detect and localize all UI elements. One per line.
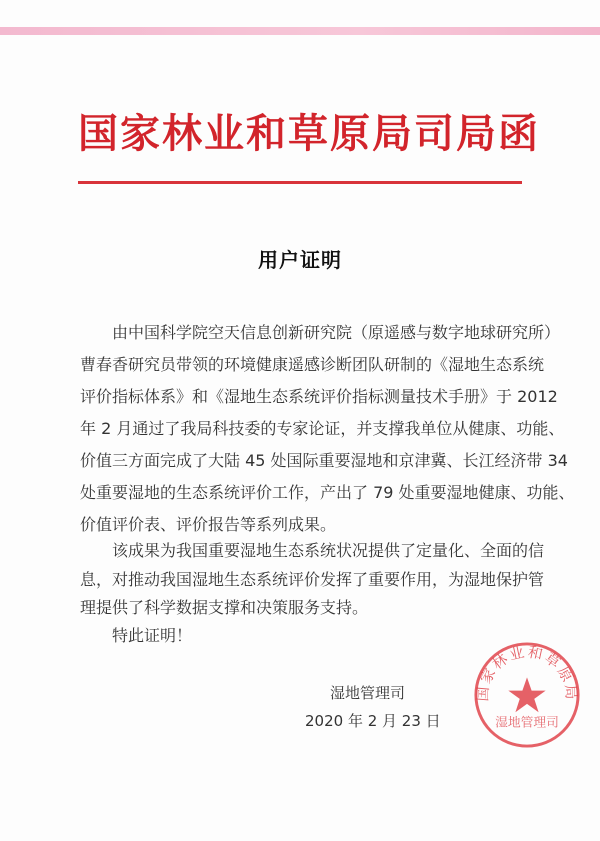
body-line: 理提供了科学数据支撑和决策服务支持。 (80, 598, 369, 617)
star-icon (508, 677, 545, 712)
body-line: 由中国科学院空天信息创新研究院（原遥感与数字地球研究所） (112, 323, 561, 342)
body-line: 处重要湿地的生态系统评价工作，产出了 79 处重要湿地健康、功能、 (80, 483, 575, 502)
official-seal (472, 640, 582, 750)
svg-text:湿地管理司: 湿地管理司 (495, 715, 559, 731)
body-line: 息，对推动我国湿地生态系统评价发挥了重要作用，为湿地保护管 (80, 570, 545, 589)
document-heading: 用户证明 (258, 248, 342, 272)
letterhead-divider (78, 181, 522, 184)
letterhead-title: 国家林业和草原局司局函 (78, 110, 540, 157)
signature-date: 2020 年 2 月 23 日 (305, 712, 441, 730)
body-line: 评价指标体系》和《湿地生态系统评价指标测量技术手册》于 2012 (80, 387, 558, 406)
body-line: 曹春香研究员带领的环境健康遥感诊断团队研制的《湿地生态系统 (80, 355, 545, 374)
body-line: 该成果为我国重要湿地生态系统状况提供了定量化、全面的信 (112, 541, 545, 560)
body-line: 价值评价表、评价报告等系列成果。 (80, 515, 337, 534)
closing-text: 特此证明！ (112, 626, 193, 645)
svg-text:国家林业和草原局: 国家林业和草原局 (474, 643, 580, 703)
signature-org: 湿地管理司 (330, 684, 406, 702)
body-line: 年 2 月通过了我局科技委的专家论证，并支撑我单位从健康、功能、 (80, 419, 565, 438)
body-line: 价值三方面完成了大陆 45 处国际重要湿地和京津冀、长江经济带 34 (80, 451, 568, 470)
letterhead-top-bar (0, 27, 600, 35)
